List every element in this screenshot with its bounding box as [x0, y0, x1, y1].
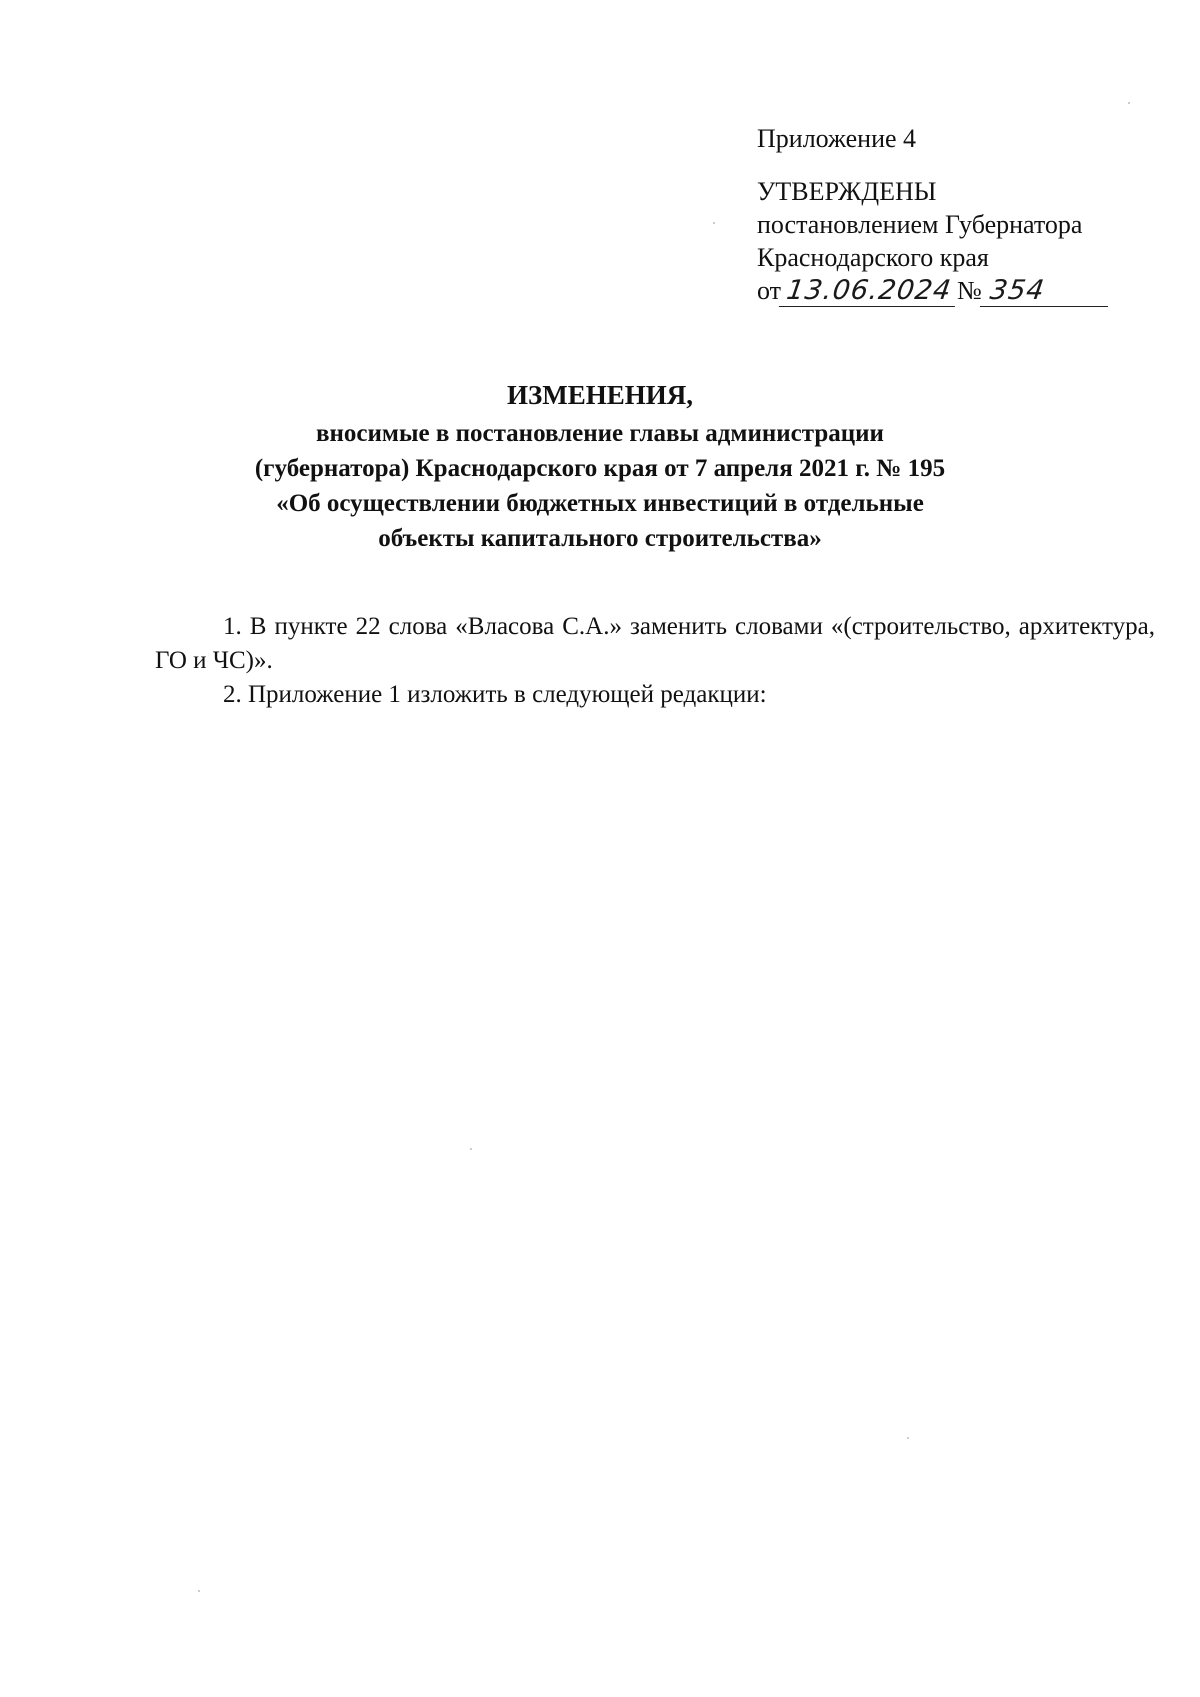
title-line-3: «Об осуществлении бюджетных инвестиций в отдельные: [276, 490, 924, 517]
scan-speck: [713, 222, 715, 224]
date-number-line: [757, 274, 1110, 307]
scan-speck: [198, 1590, 200, 1592]
scan-speck: [470, 1148, 472, 1150]
title-line-4: объекты капитального строительства»: [378, 525, 822, 552]
handwritten-date: 13.06.2024: [779, 276, 959, 307]
approved-by-line-1: постановлением Губернатора: [757, 210, 1083, 239]
scan-speck: [907, 1437, 909, 1439]
scan-speck: [1128, 102, 1130, 104]
title-line-2: (губернатора) Краснодарского края от 7 апреля 2021 г. № 195: [254, 455, 946, 482]
approval-stamp-block: [757, 122, 1110, 307]
date-prefix: от: [757, 276, 782, 305]
document-title: [150, 378, 1050, 556]
annex-label: Приложение 4: [757, 124, 917, 153]
paragraph-1: 1. В пункте 22 слова «Власова С.А.» заменить словами «(строительство, архитектура, ГО и ЧС)».: [155, 613, 1155, 674]
paragraph-2: 2. Приложение 1 изложить в следующей редакции:: [223, 681, 767, 708]
number-prefix: №: [957, 276, 982, 305]
document-body: [155, 610, 1155, 712]
handwritten-number: 354: [980, 276, 1112, 307]
title-line-1: вносимые в постановление главы администрации: [316, 420, 884, 447]
approved-label: УТВЕРЖДЕНЫ: [757, 177, 937, 206]
approved-by-line-2: Краснодарского края: [757, 243, 989, 272]
title-main: ИЗМЕНЕНИЯ,: [506, 380, 693, 410]
